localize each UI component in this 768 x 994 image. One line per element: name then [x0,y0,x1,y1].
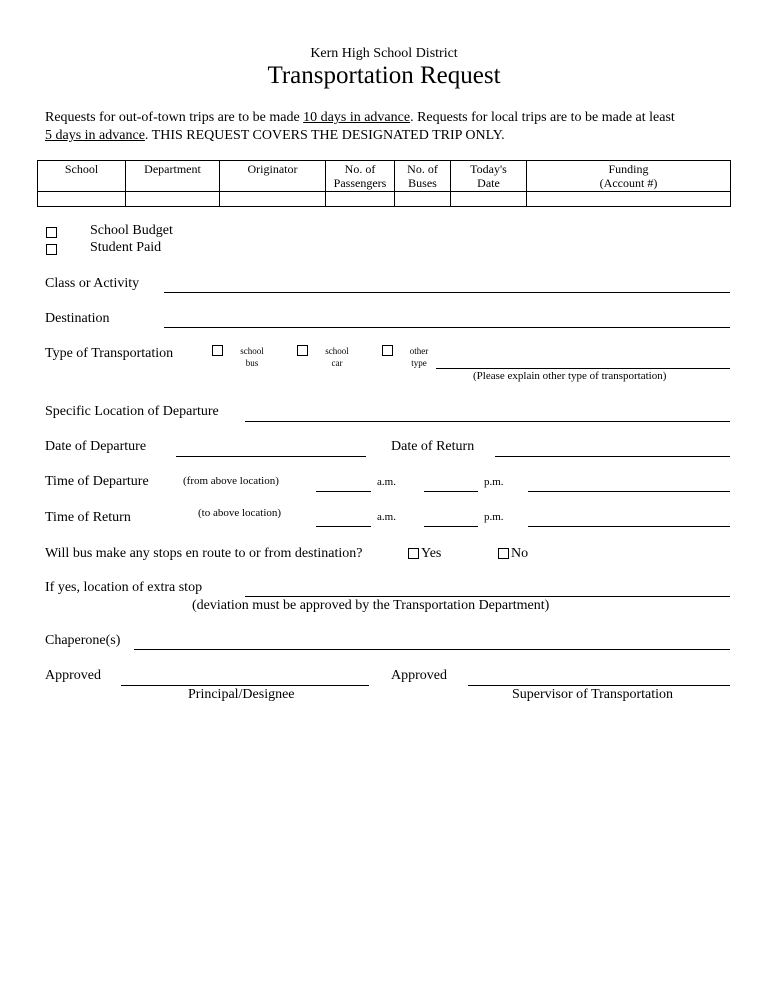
return-am-label: a.m. [377,511,396,523]
departure-am-label: a.m. [377,476,396,488]
destination-label: Destination [45,311,110,326]
department-field[interactable] [126,192,220,207]
intro-text [45,109,745,145]
intro-deadline-local: 5 days in advance [45,128,145,143]
extra-stop-label: If yes, location of extra stop [45,580,203,595]
passengers-field[interactable] [326,192,395,207]
departure-pm-label: p.m. [484,476,504,488]
deviation-note: (deviation must be approved by the Transportation Department) [192,598,550,613]
from-above-note: (from above location) [183,475,279,487]
chaperones-label: Chaperone(s) [45,633,121,648]
other-type-checkbox[interactable] [382,345,393,356]
supervisor-signature-line[interactable] [468,685,730,686]
col-funding: Funding (Account #) [527,161,731,192]
other-type-label: other type [409,346,429,368]
intro-part-2: . Requests for local trips are to be made at least [410,110,675,125]
date-return-label: Date of Return [391,439,475,454]
time-return-label: Time of Return [45,510,131,525]
departure-am-input[interactable] [316,491,371,492]
class-activity-input[interactable] [164,292,730,293]
buses-field[interactable] [395,192,451,207]
explain-other-note: (Please explain other type of transportation) [473,370,667,382]
district-name: Kern High School District [310,46,458,61]
principal-signature-line[interactable] [121,685,369,686]
school-budget-label: School Budget [90,223,173,238]
stops-yes-checkbox[interactable] [408,548,419,559]
departure-pm-input[interactable] [424,491,478,492]
date-return-input[interactable] [495,456,730,457]
chaperones-input[interactable] [134,649,730,650]
col-department: Department [126,161,220,192]
funding-field[interactable] [527,192,731,207]
col-buses: No. of Buses [395,161,451,192]
school-budget-checkbox[interactable] [46,227,57,238]
col-todays-date: Today's Date [451,161,527,192]
trip-info-table [37,160,731,207]
time-departure-label: Time of Departure [45,474,149,489]
intro-part-1: Requests for out-of-town trips are to be made [45,110,304,125]
date-departure-input[interactable] [176,456,366,457]
to-above-note: (to above location) [198,507,282,519]
student-paid-label: Student Paid [90,240,162,255]
return-am-input[interactable] [316,526,371,527]
student-paid-checkbox[interactable] [46,244,57,255]
departure-extra-input[interactable] [528,491,730,492]
class-activity-label: Class or Activity [45,276,140,291]
intro-part-3: . THIS REQUEST COVERS THE DESIGNATED TRIP ONLY. [144,128,505,143]
school-bus-label: school bus [240,346,264,368]
date-departure-label: Date of Departure [45,439,147,454]
specific-location-input[interactable] [245,421,730,422]
stops-yes-label: Yes [421,546,442,561]
school-field[interactable] [38,192,126,207]
stops-question: Will bus make any stops en route to or from destination? [45,546,363,561]
stops-no-checkbox[interactable] [498,548,509,559]
type-transport-label: Type of Transportation [45,346,174,361]
school-car-checkbox[interactable] [297,345,308,356]
return-pm-label: p.m. [484,511,504,523]
specific-location-label: Specific Location of Departure [45,404,219,419]
return-extra-input[interactable] [528,526,730,527]
supervisor-transport-label: Supervisor of Transportation [512,687,673,702]
destination-input[interactable] [164,327,730,328]
return-pm-input[interactable] [424,526,478,527]
todays-date-field[interactable] [451,192,527,207]
col-school: School [38,161,126,192]
originator-field[interactable] [220,192,326,207]
approved-principal-label: Approved [45,668,101,683]
school-bus-checkbox[interactable] [212,345,223,356]
approved-supervisor-label: Approved [391,668,447,683]
col-originator: Originator [220,161,326,192]
principal-designee-label: Principal/Designee [188,687,295,702]
other-type-input[interactable] [436,368,730,369]
intro-deadline-out-of-town: 10 days in advance [303,110,411,125]
school-car-label: school car [325,346,349,368]
form-title: Transportation Request [267,62,501,89]
extra-stop-input[interactable] [245,596,730,597]
col-passengers: No. of Passengers [326,161,395,192]
stops-no-label: No [511,546,529,561]
